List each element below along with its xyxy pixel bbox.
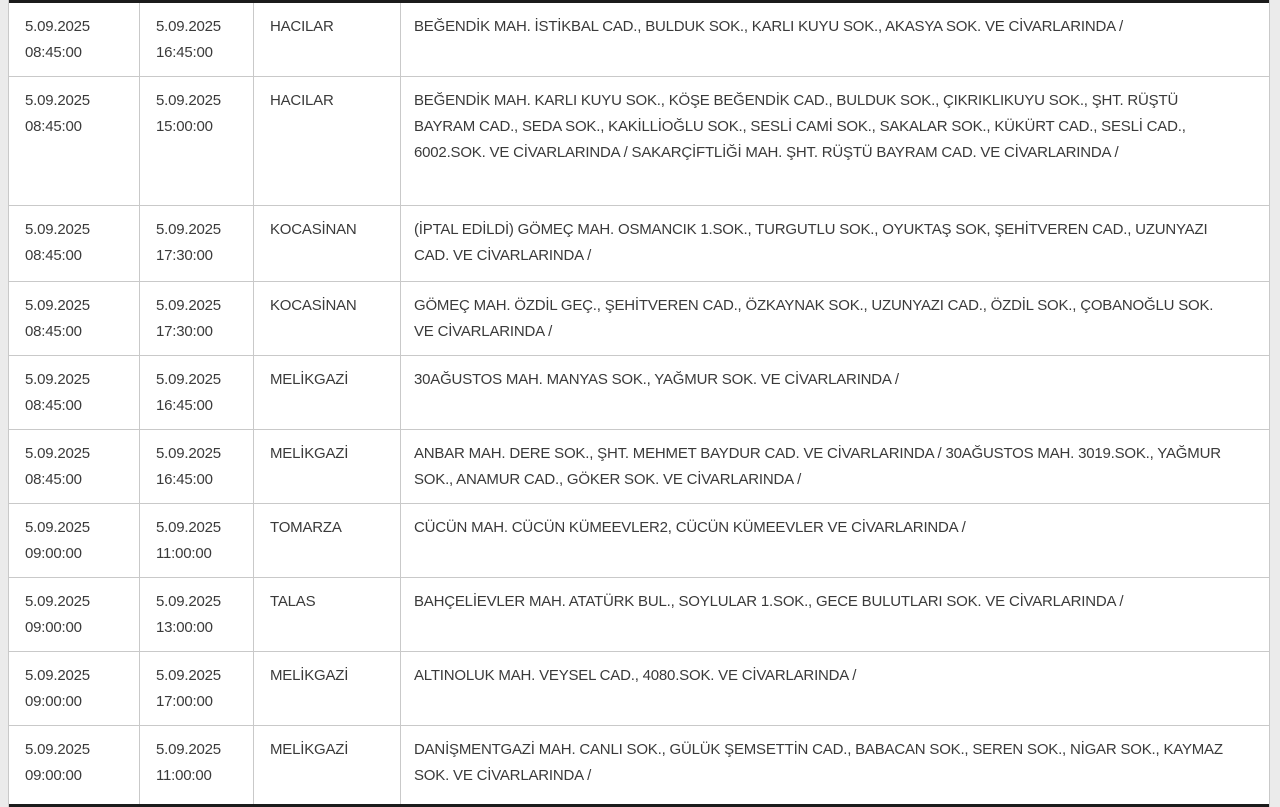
end-date: 5.09.2025	[156, 593, 221, 610]
table-row	[9, 282, 1269, 356]
start-date: 5.09.2025	[25, 18, 90, 35]
end-time: 16:45:00	[156, 471, 213, 488]
areas-cell: ALTINOLUK MAH. VEYSEL CAD., 4080.SOK. VE CİVARLARINDA /	[414, 667, 857, 684]
areas-cell: BEĞENDİK MAH. KARLI KUYU SOK., KÖŞE BEĞENDİK CAD., BULDUK SOK., ÇIKRIKLIKUYU SOK., ŞHT. RÜŞTÜ BAYRAM CAD., SEDA SOK., KAKİLLİOĞLU SOK., SESLİ CAMİ SOK., SAKALAR SOK., KÜKÜRT CAD., SESLİ CAD., 6002.SOK. VE CİVARLARINDA / SAKARÇİFTLİĞİ MAH. ŞHT. RÜŞTÜ BAYRAM CAD. VE CİVARLARINDA /	[414, 92, 1186, 161]
end-datetime-cell	[140, 3, 254, 76]
start-time: 09:00:00	[25, 545, 82, 562]
start-time: 08:45:00	[25, 397, 82, 414]
start-date: 5.09.2025	[25, 445, 90, 462]
table-row	[9, 578, 1269, 652]
start-time: 09:00:00	[25, 693, 82, 710]
table-row	[9, 206, 1269, 282]
start-time: 08:45:00	[25, 471, 82, 488]
start-date: 5.09.2025	[25, 667, 90, 684]
end-datetime-cell	[140, 282, 254, 355]
start-date: 5.09.2025	[25, 519, 90, 536]
end-date: 5.09.2025	[156, 519, 221, 536]
end-datetime-cell	[140, 430, 254, 503]
table-row	[9, 356, 1269, 430]
district-cell: TOMARZA	[254, 504, 401, 577]
district-cell: MELİKGAZİ	[254, 356, 401, 429]
end-datetime-cell	[140, 206, 254, 281]
table-row	[9, 504, 1269, 578]
end-date: 5.09.2025	[156, 741, 221, 758]
end-date: 5.09.2025	[156, 445, 221, 462]
end-date: 5.09.2025	[156, 18, 221, 35]
start-date: 5.09.2025	[25, 221, 90, 238]
end-date: 5.09.2025	[156, 297, 221, 314]
start-time: 08:45:00	[25, 247, 82, 264]
end-datetime-cell	[140, 504, 254, 577]
end-time: 13:00:00	[156, 619, 213, 636]
table-body	[9, 3, 1269, 804]
start-datetime-cell	[9, 726, 140, 804]
end-time: 17:30:00	[156, 323, 213, 340]
end-time: 16:45:00	[156, 397, 213, 414]
end-time: 15:00:00	[156, 118, 213, 135]
end-time: 16:45:00	[156, 44, 213, 61]
table-row	[9, 652, 1269, 726]
areas-cell: BAHÇELİEVLER MAH. ATATÜRK BUL., SOYLULAR 1.SOK., GECE BULUTLARI SOK. VE CİVARLARINDA /	[414, 593, 1124, 610]
start-date: 5.09.2025	[25, 92, 90, 109]
table-row	[9, 726, 1269, 804]
start-datetime-cell	[9, 504, 140, 577]
district-cell: HACILAR	[254, 77, 401, 205]
district-cell: MELİKGAZİ	[254, 726, 401, 804]
end-datetime-cell	[140, 726, 254, 804]
start-date: 5.09.2025	[25, 741, 90, 758]
start-date: 5.09.2025	[25, 297, 90, 314]
areas-cell: ANBAR MAH. DERE SOK., ŞHT. MEHMET BAYDUR CAD. VE CİVARLARINDA / 30AĞUSTOS MAH. 3019.SOK., YAĞMUR SOK., ANAMUR CAD., GÖKER SOK. VE CİVARLARINDA /	[414, 445, 1221, 488]
start-datetime-cell	[9, 356, 140, 429]
start-datetime-cell	[9, 282, 140, 355]
end-datetime-cell	[140, 578, 254, 651]
end-time: 17:00:00	[156, 693, 213, 710]
areas-cell: (İPTAL EDİLDİ) GÖMEÇ MAH. OSMANCIK 1.SOK., TURGUTLU SOK., OYUKTAŞ SOK, ŞEHİTVEREN CAD., UZUNYAZI CAD. VE CİVARLARINDA /	[414, 221, 1208, 264]
end-datetime-cell	[140, 356, 254, 429]
district-cell: HACILAR	[254, 3, 401, 76]
district-cell: KOCASİNAN	[254, 206, 401, 281]
end-date: 5.09.2025	[156, 92, 221, 109]
end-date: 5.09.2025	[156, 221, 221, 238]
district-cell: KOCASİNAN	[254, 282, 401, 355]
end-time: 11:00:00	[156, 767, 212, 784]
district-cell: MELİKGAZİ	[254, 652, 401, 725]
table-row	[9, 77, 1269, 206]
end-date: 5.09.2025	[156, 667, 221, 684]
areas-cell: BEĞENDİK MAH. İSTİKBAL CAD., BULDUK SOK., KARLI KUYU SOK., AKASYA SOK. VE CİVARLARINDA /	[414, 18, 1124, 35]
end-time: 17:30:00	[156, 247, 213, 264]
start-time: 08:45:00	[25, 118, 82, 135]
end-time: 11:00:00	[156, 545, 212, 562]
areas-cell: DANİŞMENTGAZİ MAH. CANLI SOK., GÜLÜK ŞEMSETTİN CAD., BABACAN SOK., SEREN SOK., NİGAR SOK., KAYMAZ SOK. VE CİVARLARINDA /	[414, 741, 1223, 784]
start-datetime-cell	[9, 578, 140, 651]
start-time: 08:45:00	[25, 44, 82, 61]
outage-schedule-table	[8, 0, 1270, 807]
district-cell: TALAS	[254, 578, 401, 651]
start-date: 5.09.2025	[25, 593, 90, 610]
table-row	[9, 430, 1269, 504]
areas-cell: 30AĞUSTOS MAH. MANYAS SOK., YAĞMUR SOK. VE CİVARLARINDA /	[414, 371, 899, 388]
end-datetime-cell	[140, 77, 254, 205]
start-datetime-cell	[9, 430, 140, 503]
start-datetime-cell	[9, 3, 140, 76]
start-date: 5.09.2025	[25, 371, 90, 388]
start-datetime-cell	[9, 77, 140, 205]
start-time: 09:00:00	[25, 619, 82, 636]
areas-cell: GÖMEÇ MAH. ÖZDİL GEÇ., ŞEHİTVEREN CAD., ÖZKAYNAK SOK., UZUNYAZI CAD., ÖZDİL SOK., ÇOBANOĞLU SOK. VE CİVARLARINDA /	[414, 297, 1214, 340]
areas-cell: CÜCÜN MAH. CÜCÜN KÜMEEVLER2, CÜCÜN KÜMEEVLER VE CİVARLARINDA /	[414, 519, 966, 536]
end-datetime-cell	[140, 652, 254, 725]
table-row	[9, 3, 1269, 77]
start-datetime-cell	[9, 652, 140, 725]
district-cell: MELİKGAZİ	[254, 430, 401, 503]
start-time: 08:45:00	[25, 323, 82, 340]
start-datetime-cell	[9, 206, 140, 281]
start-time: 09:00:00	[25, 767, 82, 784]
end-date: 5.09.2025	[156, 371, 221, 388]
